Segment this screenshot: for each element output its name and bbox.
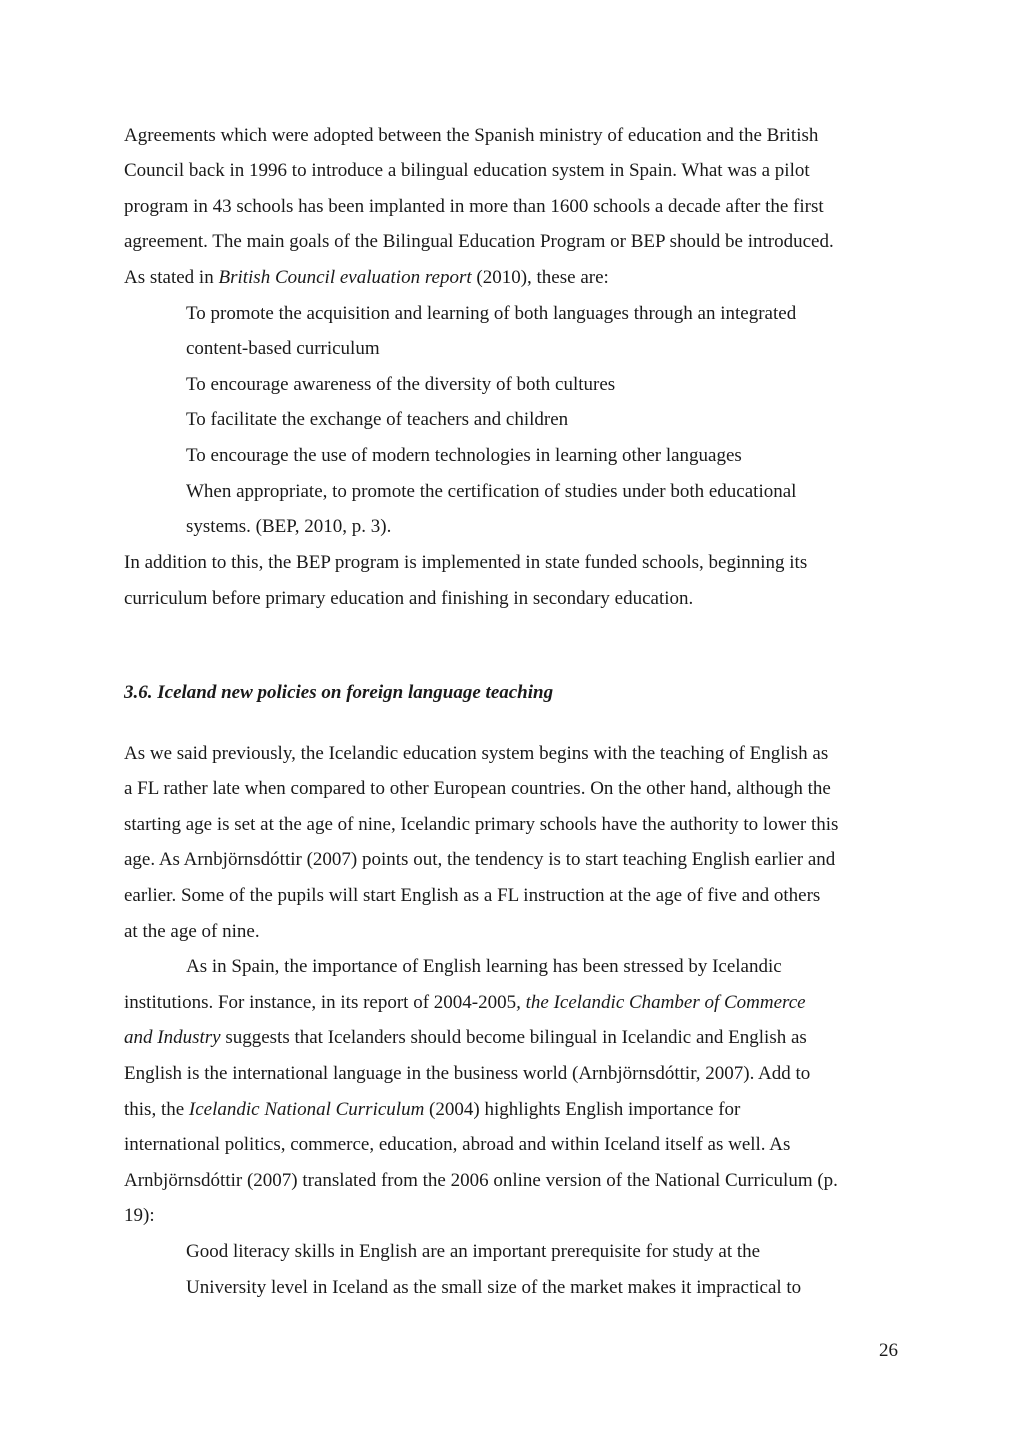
text-span: this, the <box>124 1099 189 1120</box>
paragraph-3-line-2: a FL rather late when compared to other European countries. On the other hand, although the <box>124 778 831 799</box>
paragraph-3-line-1: As we said previously, the Icelandic education system begins with the teaching of English as <box>124 743 829 764</box>
goal-5-line-2: systems. (BEP, 2010, p. 3). <box>186 516 392 537</box>
paragraph-4-line-1: As in Spain, the importance of English learning has been stressed by Icelandic <box>186 956 782 977</box>
paragraph-1-line-3: program in 43 schools has been implanted in more than 1600 schools a decade after the first <box>124 196 824 217</box>
paragraph-4-line-7: Arnbjörnsdóttir (2007) translated from the 2006 online version of the National Curriculum (p. <box>124 1170 838 1191</box>
text-span: institutions. For instance, in its report of 2004-2005 <box>124 992 517 1013</box>
paragraph-4-line-2 <box>124 991 806 1015</box>
paragraph-2-line-1: In addition to this, the BEP program is implemented in state funded schools, beginning its <box>124 552 808 573</box>
text-span: As stated in <box>124 267 219 288</box>
quote-line-2: University level in Iceland as the small size of the market makes it impractical to <box>186 1277 802 1298</box>
text-span: (2004) highlights English importance for <box>424 1099 741 1120</box>
goal-3: To facilitate the exchange of teachers and children <box>186 409 569 430</box>
italic-title: Icelandic National Curriculum <box>188 1099 425 1120</box>
paragraph-4-line-5 <box>124 1098 740 1122</box>
paragraph-4-line-8: 19): <box>124 1205 155 1226</box>
quote-line-1: Good literacy skills in English are an important prerequisite for study at the <box>186 1241 761 1262</box>
paragraph-4-line-3 <box>124 1026 807 1050</box>
paragraph-1-line-5 <box>124 266 609 290</box>
paragraph-4-line-4: English is the international language in the business world (Arnbjörnsdóttir, 2007). Add to <box>124 1063 811 1084</box>
text-span: suggests that Icelanders should become bilingual in Icelandic and English as <box>220 1027 807 1048</box>
page-number: 26 <box>879 1340 898 1361</box>
paragraph-3-line-4: age. As Arnbjörnsdóttir (2007) points out, the tendency is to start teaching English earlier and <box>124 849 836 870</box>
goal-1-line-2: content-based curriculum <box>186 338 380 359</box>
paragraph-1-line-2: Council back in 1996 to introduce a bilingual education system in Spain. What was a pilot <box>124 160 810 181</box>
paragraph-3-line-5: earlier. Some of the pupils will start English as a FL instruction at the age of five and others <box>124 885 821 906</box>
paragraph-1-line-4: agreement. The main goals of the Bilingual Education Program or BEP should be introduced. <box>124 231 834 252</box>
goal-4: To encourage the use of modern technologies in learning other languages <box>186 445 742 466</box>
text-span: (2010), these are: <box>471 267 609 288</box>
section-heading: 3.6. Iceland new policies on foreign language teaching <box>124 682 554 703</box>
paragraph-2-line-2: curriculum before primary education and finishing in secondary education. <box>124 588 694 609</box>
paragraph-3-line-6: at the age of nine. <box>124 921 260 942</box>
goal-1-line-1: To promote the acquisition and learning of both languages through an integrated <box>186 303 797 324</box>
italic-title: , the Icelandic Chamber of Commerce <box>516 992 806 1013</box>
goal-5-line-1: When appropriate, to promote the certification of studies under both educational <box>186 481 797 502</box>
italic-title: and Industry <box>124 1027 221 1048</box>
paragraph-1-line-1: Agreements which were adopted between the Spanish ministry of education and the British <box>124 125 819 146</box>
italic-title: British Council evaluation report <box>218 267 472 288</box>
paragraph-4-line-6: international politics, commerce, education, abroad and within Iceland itself as well. As <box>124 1134 791 1155</box>
goal-2: To encourage awareness of the diversity of both cultures <box>186 374 616 395</box>
paragraph-3-line-3: starting age is set at the age of nine, Icelandic primary schools have the authority to lower this <box>124 814 839 835</box>
